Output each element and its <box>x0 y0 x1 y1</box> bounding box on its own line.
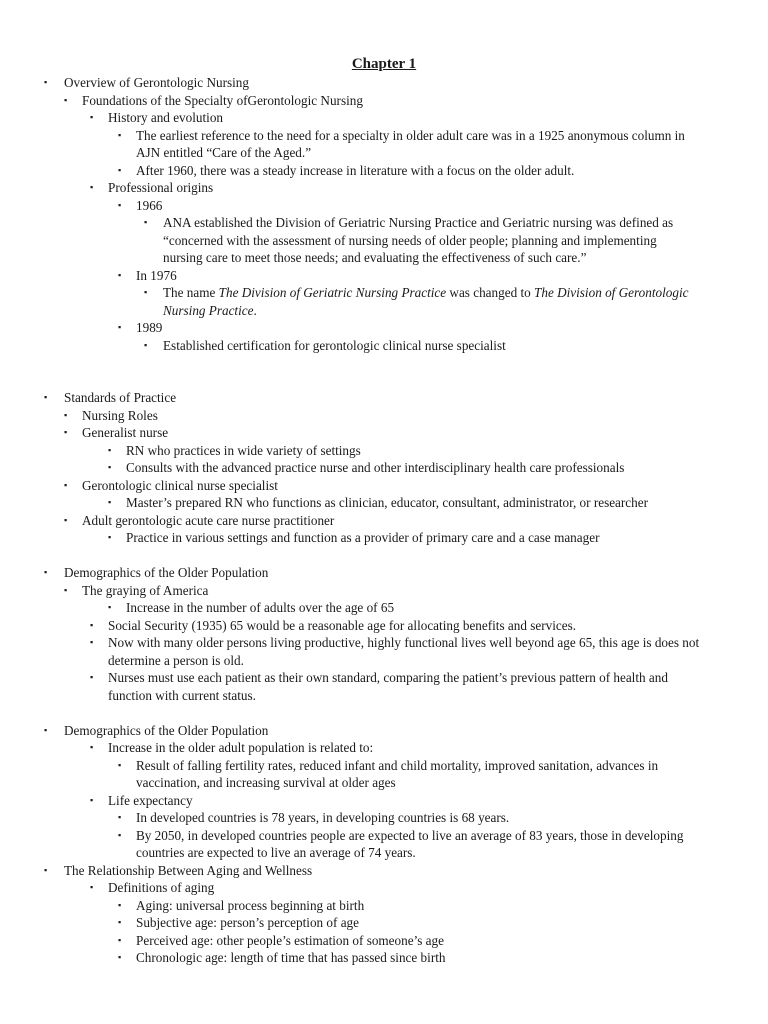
outline-item: ▪ Subjective age: person’s perception of age <box>118 915 360 930</box>
outline-item: ▪ Demographics of the Older Population <box>44 722 269 738</box>
outline-item: ▪ In 1976 <box>118 267 177 283</box>
bullet-icon: ▪ <box>118 322 122 332</box>
bullet-icon: ▪ <box>90 882 94 892</box>
outline-item: ▪ The graying of America <box>64 582 209 598</box>
outline-item: ▪ The earliest reference to the need for a specialty in older adult care was in a 1925 anonymous column in AJN entitled “Care of the Aged.” <box>118 127 685 160</box>
bullet-icon: ▪ <box>118 164 122 175</box>
bullet-icon: ▪ <box>144 339 148 350</box>
outline-item: ▪ The Relationship Between Aging and Wellness <box>44 862 313 878</box>
division-name-new: The Division of Gerontologic Nursing Practice <box>163 285 689 318</box>
bullet-icon: ▪ <box>118 269 122 280</box>
outline-item: ▪ In developed countries is 78 years, in developing countries is 68 years. <box>118 810 510 825</box>
bullet-icon: ▪ <box>90 794 94 805</box>
bullet-icon: ▪ <box>90 672 94 682</box>
outline-item: ▪ Increase in the older adult population is related to: <box>90 740 374 755</box>
bullet-icon: ▪ <box>64 584 68 595</box>
bullet-icon: ▪ <box>90 619 94 630</box>
bullet-icon: ▪ <box>64 479 68 490</box>
spacer <box>0 354 768 372</box>
bullet-icon: ▪ <box>44 392 48 402</box>
outline-item: ▪ Chronologic age: length of time that has passed since birth <box>118 950 446 965</box>
outline-item: ▪ Foundations of the Specialty ofGerontologic Nursing <box>64 92 363 108</box>
bullet-icon: ▪ <box>44 567 48 577</box>
outline-item: ▪ Established certification for gerontologic clinical nurse specialist <box>144 337 506 353</box>
spacer <box>0 547 768 565</box>
outline <box>0 74 768 967</box>
outline-item: ▪ Gerontologic clinical nurse specialist <box>64 477 278 493</box>
outline-item: ▪ By 2050, in developed countries people are expected to live an average of 83 years, those in developing countries are expected to live an average of 74 years. <box>118 827 684 860</box>
outline-item: ▪ Perceived age: other people’s estimation of someone’s age <box>118 932 444 948</box>
outline-item: ▪ RN who practices in wide variety of settings <box>108 442 361 458</box>
bullet-icon: ▪ <box>90 637 94 647</box>
outline-item: ▪ Overview of Gerontologic Nursing <box>44 75 249 90</box>
bullet-icon: ▪ <box>118 829 122 840</box>
bullet-icon: ▪ <box>144 217 148 227</box>
outline-item: ▪ Result of falling fertility rates, reduced infant and child mortality, improved sanitation, advances in vaccination, and increasing survival at older ages <box>118 757 659 790</box>
outline-item: ▪ Nursing Roles <box>64 407 158 423</box>
outline-item: ▪ Demographics of the Older Population <box>44 565 269 580</box>
bullet-icon: ▪ <box>44 77 48 87</box>
outline-item: ▪ Consults with the advanced practice nurse and other interdisciplinary health care professionals <box>108 460 625 475</box>
outline-item: ▪ Aging: universal process beginning at birth <box>118 897 365 913</box>
bullet-icon: ▪ <box>108 497 112 507</box>
outline-item: ▪ Master’s prepared RN who functions as clinician, educator, consultant, administrator, or researcher <box>108 495 648 510</box>
bullet-icon: ▪ <box>118 952 122 962</box>
bullet-icon: ▪ <box>108 602 112 612</box>
bullet-icon: ▪ <box>118 812 122 822</box>
outline-item: ▪ Now with many older persons living productive, highly functional lives well beyond age 65, this age is does not determine a person is old. <box>90 635 700 668</box>
bullet-icon: ▪ <box>64 409 68 420</box>
bullet-icon: ▪ <box>118 934 122 945</box>
bullet-icon: ▪ <box>108 462 112 472</box>
outline-item: ▪ Increase in the number of adults over the age of 65 <box>108 600 395 615</box>
spacer <box>0 704 768 722</box>
bullet-icon: ▪ <box>118 899 122 910</box>
bullet-icon: ▪ <box>108 532 112 542</box>
bullet-icon: ▪ <box>64 514 68 525</box>
bullet-icon: ▪ <box>118 129 122 140</box>
bullet-icon: ▪ <box>90 742 94 752</box>
bullet-icon: ▪ <box>64 427 68 437</box>
outline-item: ▪ History and evolution <box>90 110 224 125</box>
outline-item: ▪ Definitions of aging <box>90 880 215 895</box>
bullet-icon: ▪ <box>44 864 48 875</box>
outline-item: ▪ Generalist nurse <box>64 425 169 440</box>
outline-item: ▪ 1989 <box>118 320 163 335</box>
bullet-icon: ▪ <box>108 444 112 455</box>
outline-item: ▪ After 1960, there was a steady increase in literature with a focus on the older adult. <box>118 162 575 178</box>
outline-item: ▪ Standards of Practice <box>44 390 177 405</box>
bullet-icon: ▪ <box>118 199 122 210</box>
outline-item: ▪ The name The Division of Geriatric Nursing Practice was changed to The Division of Gerontologic Nursing Practice. <box>144 285 689 318</box>
bullet-icon: ▪ <box>90 182 94 192</box>
bullet-icon: ▪ <box>64 94 68 105</box>
outline-item: ▪ Professional origins <box>90 180 214 195</box>
outline-item: ▪ 1966 <box>118 197 163 213</box>
bullet-icon: ▪ <box>144 287 148 297</box>
bullet-icon: ▪ <box>118 759 122 770</box>
outline-item: ▪ Adult gerontologic acute care nurse practitioner <box>64 512 335 528</box>
division-name-old: The Division of Geriatric Nursing Practice <box>218 285 447 300</box>
outline-item: ▪ Social Security (1935) 65 would be a reasonable age for allocating benefits and services. <box>90 617 576 633</box>
bullet-icon: ▪ <box>44 724 48 735</box>
chapter-title: Chapter 1 <box>351 56 417 72</box>
spacer <box>0 372 768 390</box>
bullet-icon: ▪ <box>118 917 122 927</box>
outline-item: ▪ ANA established the Division of Geriatric Nursing Practice and Geriatric nursing was defined as “concerned with the assessment of nursing needs of older people; planning and implementing nursing care to meet those needs; and evaluating the effectiveness of such care.” <box>144 215 674 265</box>
outline-item: ▪ Nurses must use each patient as their own standard, comparing the patient’s previous pattern of health and function with current status. <box>90 670 668 703</box>
bullet-icon: ▪ <box>90 112 94 122</box>
outline-item: ▪ Life expectancy <box>90 792 193 808</box>
outline-item: ▪ Practice in various settings and function as a provider of primary care and a case manager <box>108 530 600 545</box>
